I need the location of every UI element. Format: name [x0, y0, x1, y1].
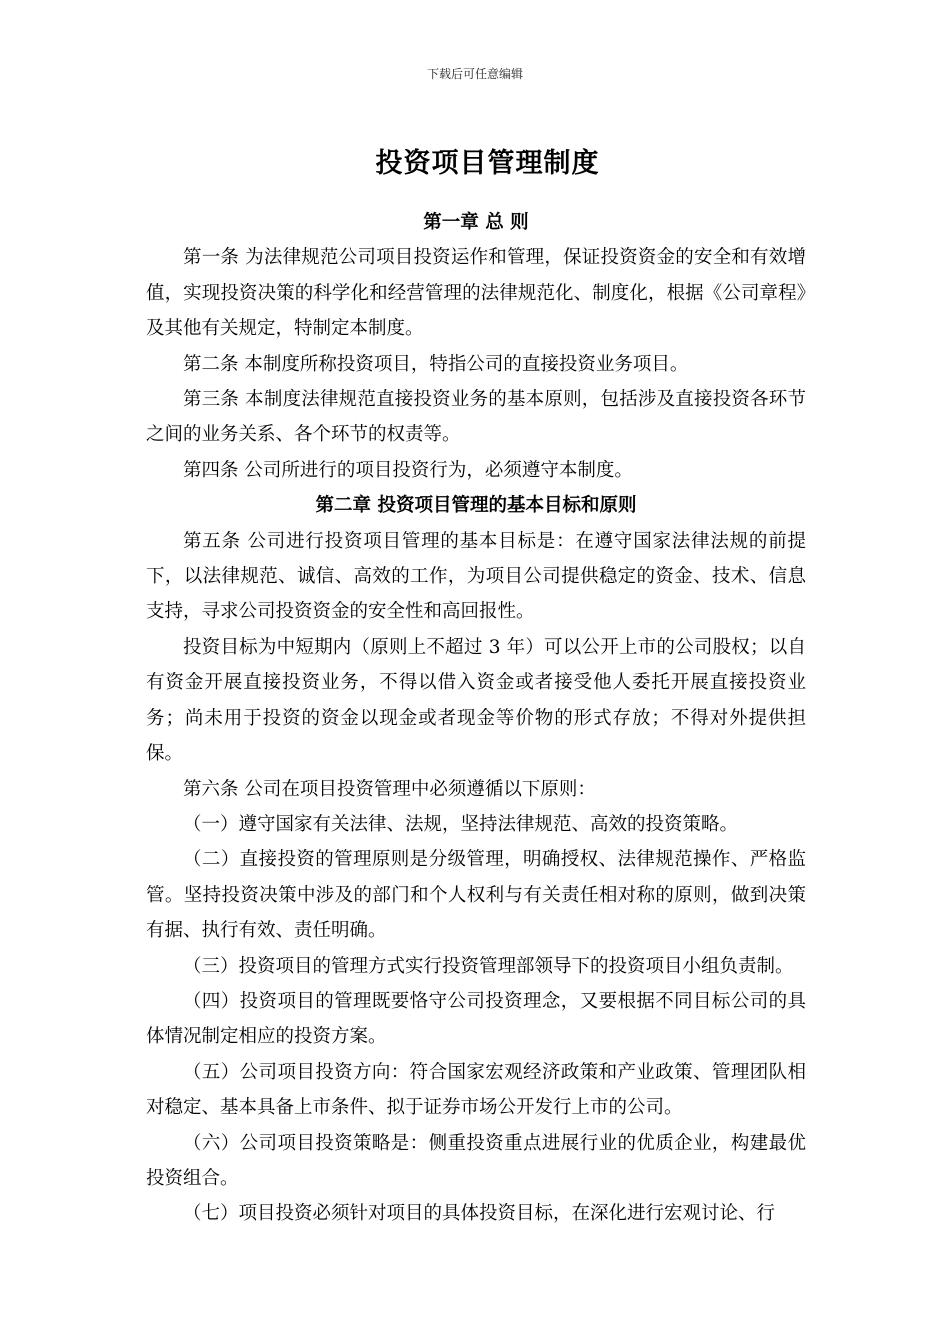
- header-note: 下载后可任意编辑: [426, 67, 523, 81]
- list-item: （七）项目投资必须针对项目的具体投资目标，在深化进行宏观讨论、行: [183, 1203, 776, 1225]
- chapter-heading: 第一章 总 则: [423, 212, 529, 233]
- paragraph: 第五条 公司进行投资项目管理的基本目标是：在遵守国家法律法规的前提下，以法律规范、诚信、高效的工作，为项目公司提供稳定的资金、技术、信息支持，寻求公司投资资金的安全性和高回报性。: [146, 530, 806, 623]
- chapter-heading: 第二章 投资项目管理的基本目标和原则: [315, 495, 637, 517]
- list-item: （一）遵守国家有关法律、法规，坚持法律规范、高效的投资策略。: [183, 813, 739, 835]
- paragraph: 第二条 本制度所称投资项目，特指公司的直接投资业务项目。: [183, 353, 689, 375]
- paragraph: 第六条 公司在项目投资管理中必须遵循以下原则：: [183, 778, 596, 800]
- paragraph: 投资目标为中短期内（原则上不超过 3 年）可以公开上市的公司股权；以自有资金开展直接投资业务，不得以借入资金或者接受他人委托开展直接投资业务；尚未用于投资的资金以现金或者现金等价物的形式存放；不得对外提供担保。: [146, 636, 806, 765]
- list-item: （五）公司项目投资方向：符合国家宏观经济政策和产业政策、管理团队相对稳定、基本具备上市条件、拟于证券市场公开发行上市的公司。: [146, 1061, 806, 1119]
- list-item: （二）直接投资的管理原则是分级管理，明确授权、法律规范操作、严格监管。坚持投资决策中涉及的部门和个人权利与有关责任相对称的原则，做到决策有据、执行有效、责任明确。: [146, 849, 806, 942]
- list-item: （三）投资项目的管理方式实行投资管理部领导下的投资项目小组负责制。: [183, 955, 794, 977]
- paragraph: 第四条 公司所进行的项目投资行为，必须遵守本制度。: [183, 459, 633, 481]
- paragraph: 第一条 为法律规范公司项目投资运作和管理，保证投资资金的安全和有效增值，实现投资决策的科学化和经营管理的法律规范化、制度化，根据《公司章程》及其他有关规定，特制定本制度。: [146, 247, 806, 340]
- document-body: [146, 205, 806, 1232]
- list-item: （六）公司项目投资策略是：侧重投资重点进展行业的优质企业，构建最优投资组合。: [146, 1132, 806, 1189]
- paragraph: 第三条 本制度法律规范直接投资业务的基本原则，包括涉及直接投资各环节之间的业务关系、各个环节的权责等。: [146, 389, 806, 446]
- document-title: 投资项目管理制度: [375, 148, 600, 179]
- list-item: （四）投资项目的管理既要恪守公司投资理念，又要根据不同目标公司的具体情况制定相应的投资方案。: [146, 990, 806, 1048]
